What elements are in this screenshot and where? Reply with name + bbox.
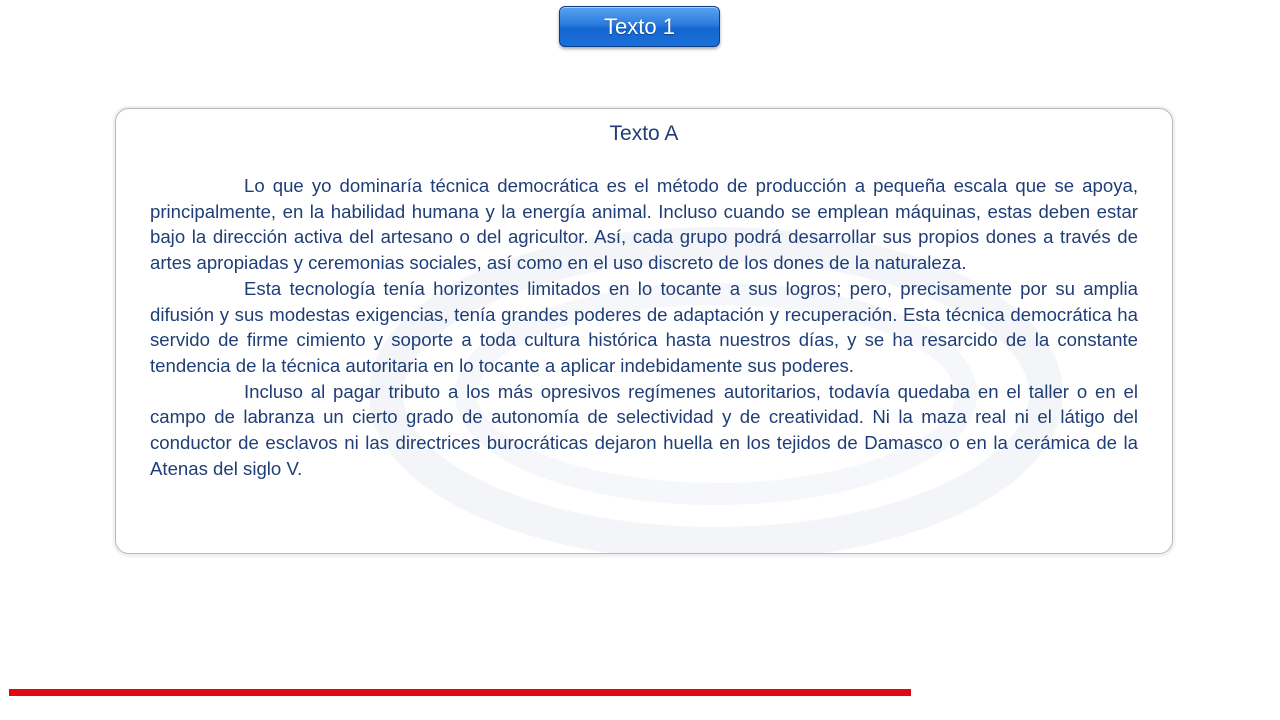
progress-bar	[9, 689, 911, 696]
section-badge	[559, 6, 720, 47]
paragraph-2: Esta tecnología tenía horizontes limitados en lo tocante a sus logros; pero, precisamente por su amplia difusión y sus modestas exigencias, tenía grandes poderes de adaptación y recuperación. Esta técnica democrática ha servido de firme cimiento y soporte a toda cultura histórica hasta nuestros días, y se ha resarcido de la constante tendencia de la técnica autoritaria en lo tocante a aplicar indebidamente sus poderes.	[150, 277, 1138, 376]
paragraph-1: Lo que yo dominaría técnica democrática es el método de producción a pequeña escala que se apoya, principalmente, en la habilidad humana y la energía animal. Incluso cuando se emplean máquinas, estas deben estar bajo la dirección activa del artesano o del agricultor. Así, cada grupo podrá desarrollar sus propios dones a través de artes apropiadas y ceremonias sociales, así como en el uso discreto de los dones de la naturaleza.	[150, 175, 1138, 274]
panel-title: Texto A	[609, 122, 679, 145]
section-badge-label: Texto 1	[604, 13, 675, 39]
text-panel	[115, 108, 1173, 554]
paragraph-3: Incluso al pagar tributo a los más opresivos regímenes autoritarios, todavía quedaba en el taller o en el campo de labranza un cierto grado de autonomía de selectividad y de creatividad. Ni la maza real ni el látigo del conductor de esclavos ni las directrices burocráticas dejaron huella en los tejidos de Damasco o en la cerámica de la Atenas del siglo V.	[150, 380, 1138, 479]
body-text	[150, 173, 1138, 481]
